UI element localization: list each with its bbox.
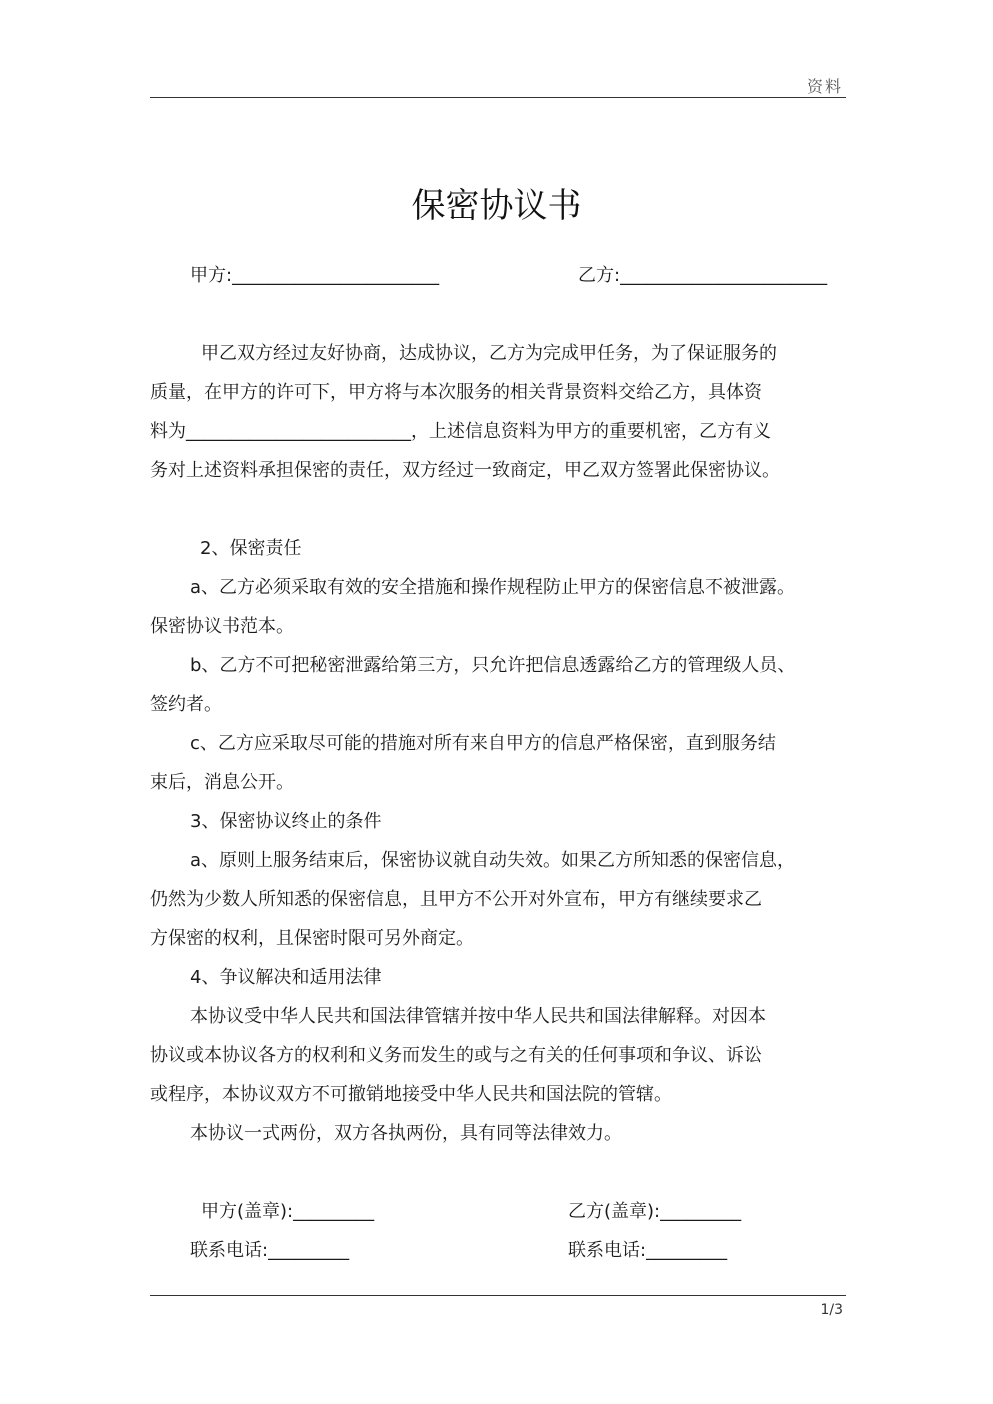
section-heading: 2、保密责任 bbox=[200, 538, 302, 559]
footer-rule bbox=[150, 1295, 846, 1296]
intro-line: 甲乙双方经过友好协商，达成协议，乙方为完成甲任务，为了保证服务的 bbox=[201, 343, 777, 364]
party-a-phone: 联系电话:_________ bbox=[190, 1240, 350, 1261]
section-heading: 4、争议解决和适用法律 bbox=[190, 967, 382, 988]
party-b-phone: 联系电话:_________ bbox=[568, 1240, 728, 1261]
clause-line: c、乙方应采取尽可能的措施对所有来自甲方的信息严格保密，直到服务结 bbox=[190, 733, 776, 754]
header-label: 资料 bbox=[806, 77, 843, 96]
page-number: 1/3 bbox=[820, 1302, 843, 1318]
header-rule bbox=[150, 97, 846, 98]
clause-line: b、乙方不可把秘密泄露给第三方，只允许把信息透露给乙方的管理级人员、 bbox=[190, 655, 796, 676]
document-title: 保密协议书 bbox=[411, 186, 582, 226]
clause-line: 方保密的权利，且保密时限可另外商定。 bbox=[150, 928, 474, 949]
section-heading: 3、保密协议终止的条件 bbox=[190, 811, 382, 832]
clause-line: a、乙方必须采取有效的安全措施和操作规程防止甲方的保密信息不被泄露。 bbox=[190, 577, 796, 598]
intro-line: 料为_________________________，上述信息资料为甲方的重要机密，乙方有义 bbox=[150, 421, 771, 442]
clause-line: 本协议受中华人民共和国法律管辖并按中华人民共和国法律解释。对因本 bbox=[190, 1006, 766, 1027]
clause-line: 束后，消息公开。 bbox=[150, 772, 294, 793]
party-a-field: 甲方:_______________________ bbox=[190, 265, 440, 286]
party-b-seal: 乙方(盖章):_________ bbox=[568, 1201, 742, 1222]
clause-line: a、原则上服务结束后，保密协议就自动失效。如果乙方所知悉的保密信息， bbox=[190, 850, 796, 871]
clause-line: 保密协议书范本。 bbox=[150, 616, 294, 637]
intro-line: 务对上述资料承担保密的责任，双方经过一致商定，甲乙双方签署此保密协议。 bbox=[150, 460, 780, 481]
clause-line: 本协议一式两份，双方各执两份，具有同等法律效力。 bbox=[190, 1123, 622, 1144]
clause-line: 或程序，本协议双方不可撤销地接受中华人民共和国法院的管辖。 bbox=[150, 1084, 672, 1105]
clause-line: 协议或本协议各方的权利和义务而发生的或与之有关的任何事项和争议、诉讼 bbox=[150, 1045, 762, 1066]
clause-line: 仍然为少数人所知悉的保密信息，且甲方不公开对外宣布，甲方有继续要求乙 bbox=[150, 889, 762, 910]
party-b-field: 乙方:_______________________ bbox=[578, 265, 828, 286]
clause-line: 签约者。 bbox=[150, 694, 222, 715]
intro-line: 质量，在甲方的许可下，甲方将与本次服务的相关背景资料交给乙方，具体资 bbox=[150, 382, 762, 403]
party-a-seal: 甲方(盖章):_________ bbox=[201, 1201, 375, 1222]
